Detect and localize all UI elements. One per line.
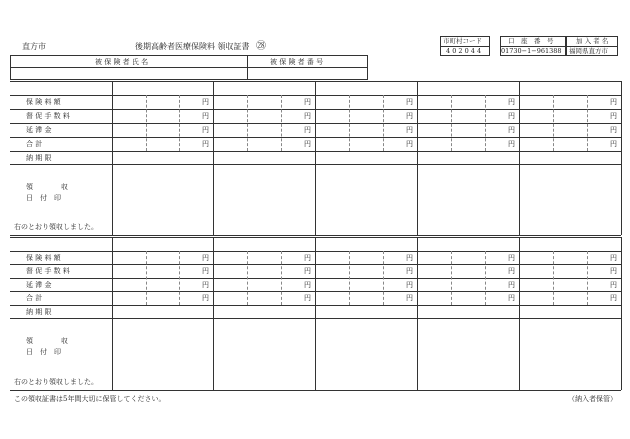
yen-unit: 円 xyxy=(610,126,617,134)
yen-unit: 円 xyxy=(202,267,209,275)
receipt-note: 右のとおり領収しました。 xyxy=(14,223,98,231)
insured-name-label: 被 保 険 者 氏 名 xyxy=(95,58,149,66)
yen-unit: 円 xyxy=(406,112,413,120)
yen-unit: 円 xyxy=(202,98,209,106)
yen-unit: 円 xyxy=(202,112,209,120)
yen-unit: 円 xyxy=(406,254,413,262)
yen-unit: 円 xyxy=(508,98,515,106)
yen-unit: 円 xyxy=(202,126,209,134)
yen-unit: 円 xyxy=(304,112,311,120)
yen-unit: 円 xyxy=(304,281,311,289)
date-stamp-label: 日 付 印 xyxy=(26,348,61,356)
yen-unit: 円 xyxy=(304,254,311,262)
subscriber-label: 加 入 者 名 xyxy=(576,37,609,45)
yen-unit: 円 xyxy=(304,126,311,134)
yen-unit: 円 xyxy=(406,267,413,275)
yen-unit: 円 xyxy=(508,254,515,262)
yen-unit: 円 xyxy=(508,126,515,134)
yen-unit: 円 xyxy=(304,267,311,275)
yen-unit: 円 xyxy=(406,281,413,289)
insured-number-label: 被 保 険 者 番 号 xyxy=(270,58,324,66)
account-label: 口 座 番 号 xyxy=(508,37,554,45)
total-label: 合 計 xyxy=(26,140,43,148)
received-stamp-label: 領 収 xyxy=(26,337,68,345)
yen-unit: 円 xyxy=(610,98,617,106)
reminder-fee-label: 督 促 手 数 料 xyxy=(26,112,70,120)
yen-unit: 円 xyxy=(406,140,413,148)
yen-unit: 円 xyxy=(610,254,617,262)
document-title: 後期高齢者医療保険料 領収証書 xyxy=(135,42,250,51)
retention-note: この領収証書は5年間大切に保管してください。 xyxy=(14,395,166,403)
municipality-code-value: 4 0 2 0 4 4 xyxy=(446,47,482,55)
receipt-note: 右のとおり領収しました。 xyxy=(14,378,98,386)
yen-unit: 円 xyxy=(304,294,311,302)
city-name: 直方市 xyxy=(22,42,46,51)
due-date-label: 納 期 限 xyxy=(26,308,52,316)
yen-unit: 円 xyxy=(610,281,617,289)
subscriber-value: 福岡県直方市 xyxy=(569,47,608,55)
total-label: 合 計 xyxy=(26,294,43,302)
date-stamp-label: 日 付 印 xyxy=(26,194,61,202)
yen-unit: 円 xyxy=(508,140,515,148)
yen-unit: 円 xyxy=(202,254,209,262)
reminder-fee-label: 督 促 手 数 料 xyxy=(26,267,70,275)
yen-unit: 円 xyxy=(304,98,311,106)
circled-number: ㉘ xyxy=(256,41,266,52)
yen-unit: 円 xyxy=(406,294,413,302)
yen-unit: 円 xyxy=(508,112,515,120)
yen-unit: 円 xyxy=(304,140,311,148)
received-stamp-label: 領 収 xyxy=(26,183,68,191)
yen-unit: 円 xyxy=(508,267,515,275)
late-fee-label: 延 滞 金 xyxy=(26,126,52,134)
account-value: 01730−1−961388 xyxy=(501,47,562,55)
yen-unit: 円 xyxy=(406,98,413,106)
yen-unit: 円 xyxy=(508,294,515,302)
yen-unit: 円 xyxy=(610,112,617,120)
premium-label: 保 険 料 額 xyxy=(26,98,61,106)
yen-unit: 円 xyxy=(202,140,209,148)
yen-unit: 円 xyxy=(610,267,617,275)
yen-unit: 円 xyxy=(406,126,413,134)
yen-unit: 円 xyxy=(202,281,209,289)
yen-unit: 円 xyxy=(610,140,617,148)
yen-unit: 円 xyxy=(610,294,617,302)
payer-copy-label: （納入者保管） xyxy=(568,395,617,403)
municipality-code-label: 市町村コード xyxy=(443,37,482,45)
late-fee-label: 延 滞 金 xyxy=(26,281,52,289)
premium-label: 保 険 料 額 xyxy=(26,254,61,262)
due-date-label: 納 期 限 xyxy=(26,154,52,162)
yen-unit: 円 xyxy=(202,294,209,302)
yen-unit: 円 xyxy=(508,281,515,289)
